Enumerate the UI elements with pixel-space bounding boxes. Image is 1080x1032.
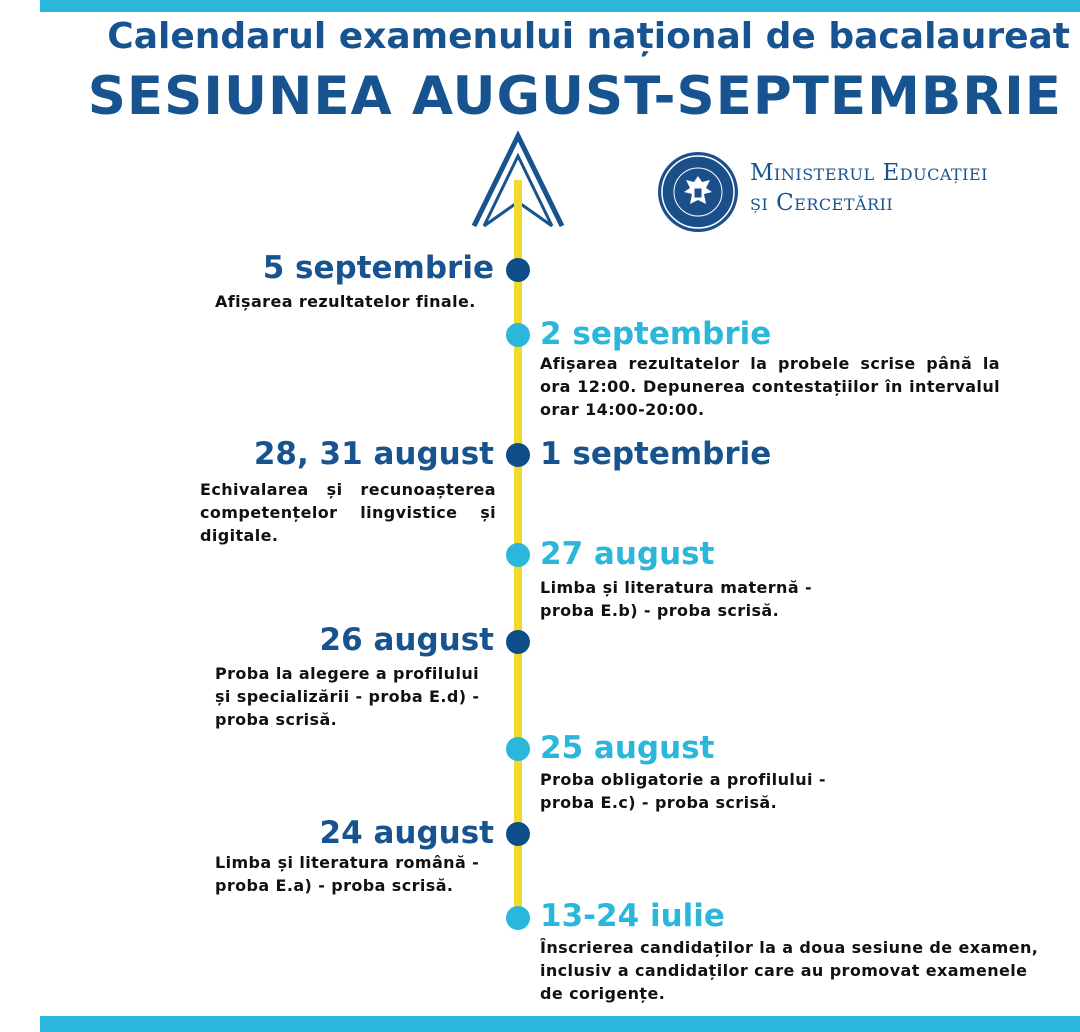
timeline-dot bbox=[506, 906, 530, 930]
event-desc-24-aug: Limba și literatura română - proba E.a) - proba scrisă. bbox=[215, 853, 480, 895]
event-date-25-aug: 25 august bbox=[540, 730, 715, 766]
event-date-27-aug: 27 august bbox=[540, 536, 715, 572]
top-accent-bar bbox=[40, 0, 1080, 12]
event-date-13-24-jul: 13-24 iulie bbox=[540, 898, 725, 934]
timeline-dot bbox=[506, 630, 530, 654]
timeline-dot bbox=[506, 443, 530, 467]
page-title: Calendarul examenului național de bacalaureat bbox=[107, 16, 1070, 57]
event-date-24-aug: 24 august bbox=[319, 815, 494, 851]
ministry-line-2: și Cercetării bbox=[750, 190, 894, 216]
government-seal-icon bbox=[656, 150, 740, 234]
timeline-dot bbox=[506, 258, 530, 282]
timeline-dot bbox=[506, 323, 530, 347]
event-desc-13-24-jul: Înscrierea candidaților la a doua sesiune de examen, inclusiv a candidaților care au promovat examenele de corigențe. bbox=[540, 938, 1039, 1003]
event-date-5-sep: 5 septembrie bbox=[262, 250, 494, 286]
event-date-1-sep: 1 septembrie bbox=[540, 436, 772, 472]
event-desc-2-sep: Afișarea rezultatelor la probele scrise până la ora 12:00. Depunerea contestațiilor în intervalul orar 14:00-20:00. bbox=[540, 354, 1000, 419]
event-desc-27-aug: Limba și literatura maternă - proba E.b) - proba scrisă. bbox=[540, 578, 813, 620]
timeline-dot bbox=[506, 737, 530, 761]
event-date-28-31-aug: 28, 31 august bbox=[253, 436, 494, 472]
timeline-dot bbox=[506, 822, 530, 846]
event-desc-25-aug: Proba obligatorie a profilului - proba E.c) - proba scrisă. bbox=[540, 770, 826, 812]
event-date-2-sep: 2 septembrie bbox=[540, 316, 772, 352]
timeline-dot bbox=[506, 543, 530, 567]
ministry-name bbox=[750, 158, 988, 218]
event-desc-28-31-aug: Echivalarea și recunoașterea competențelor lingvistice și digitale. bbox=[200, 480, 496, 545]
event-desc-26-aug: Proba la alegere a profilului și specializării - proba E.d) - proba scrisă. bbox=[215, 664, 480, 729]
event-date-26-aug: 26 august bbox=[319, 622, 494, 658]
event-desc-5-sep: Afișarea rezultatelor finale. bbox=[215, 292, 476, 311]
ministry-line-1: Ministerul Educației bbox=[750, 160, 988, 186]
session-title: SESIUNEA AUGUST-SEPTEMBRIE bbox=[87, 66, 1062, 127]
bottom-accent-bar bbox=[40, 1016, 1080, 1032]
